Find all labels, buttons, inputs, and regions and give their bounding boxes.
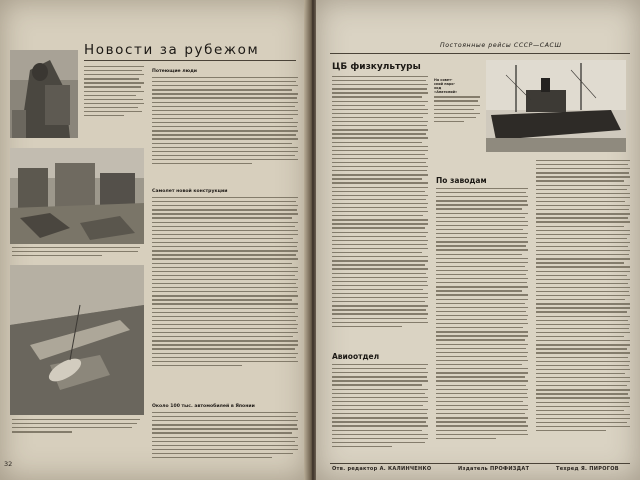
right-text-col-3 bbox=[536, 160, 630, 463]
left-header-rule bbox=[84, 60, 296, 61]
ship-caption-line-4: «Анатолий» bbox=[434, 90, 458, 95]
left-header: Новости за рубежом bbox=[84, 42, 260, 58]
left-page bbox=[0, 0, 308, 480]
right-page bbox=[316, 0, 640, 480]
footer-publisher: Издатель ПРОФИЗДАТ bbox=[458, 466, 530, 472]
right-text-col-1 bbox=[332, 76, 428, 346]
section-title-po-zavodam: По заводам bbox=[436, 176, 487, 185]
photo-boat bbox=[10, 265, 144, 415]
ship-caption-line-1: На совет- bbox=[434, 78, 453, 82]
section-title-cb-fizkultury: ЦБ физкультуры bbox=[332, 62, 421, 72]
section-title-new-airplane: Самолет новой конструкции bbox=[152, 189, 228, 194]
photo-ruins-caption bbox=[12, 247, 142, 259]
footer-tech-editor: Техред Я. ПИРОГОВ bbox=[556, 466, 619, 472]
ship-caption-line-3: ход bbox=[434, 86, 442, 91]
left-page-number: 32 bbox=[4, 460, 13, 468]
photo-ship-caption bbox=[434, 78, 482, 125]
right-text-col-2 bbox=[436, 188, 528, 463]
section-title-sweating-people: Потеющие люди bbox=[152, 69, 198, 74]
footer-editor: Отв. редактор А. КАЛИНЧЕНКО bbox=[332, 466, 432, 472]
right-footer-rule bbox=[330, 463, 630, 464]
left-text-col-2 bbox=[152, 197, 298, 402]
ship-caption-line-2: ский паро- bbox=[434, 82, 456, 87]
photo-ship bbox=[486, 60, 626, 152]
section-title-avioodel: Авиоотдел bbox=[332, 352, 380, 361]
right-header-rule bbox=[330, 53, 630, 54]
right-header-strip: Постоянные рейсы СССР—САСШ bbox=[440, 42, 562, 49]
right-text-col-avio bbox=[332, 364, 428, 464]
photo-boat-caption bbox=[12, 419, 142, 435]
section-title-japan-cars: Около 100 тыс. автомобилей в Японии bbox=[152, 404, 255, 409]
photo-worker bbox=[10, 50, 78, 138]
left-text-col-1 bbox=[152, 77, 298, 187]
photo-worker-caption bbox=[84, 66, 146, 119]
photo-ruins bbox=[10, 148, 144, 244]
left-text-col-3 bbox=[152, 412, 298, 472]
